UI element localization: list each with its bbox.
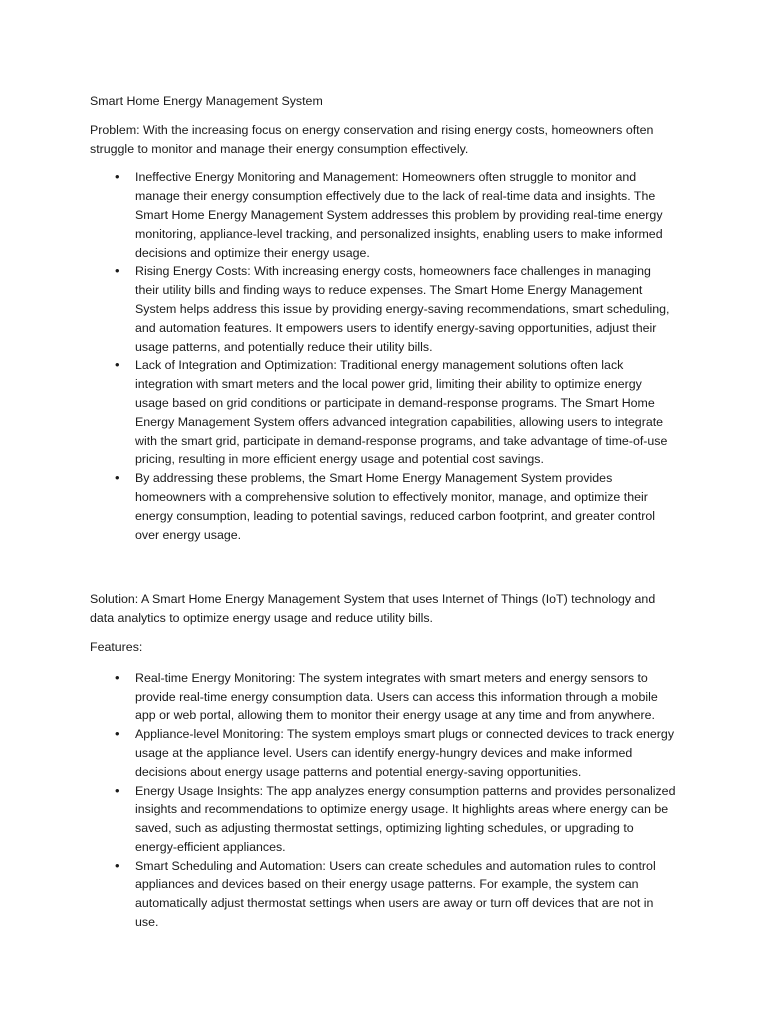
features-list xyxy=(90,669,678,932)
document-title: Smart Home Energy Management System xyxy=(90,94,323,108)
list-item: • Smart Scheduling and Automation: Users can create schedules and automation rules to control appliances and devices based on their energy usage patterns. For example, the system can automatically adjust thermostat settings when users are away or turn off devices that are not in use. xyxy=(135,857,678,932)
solution-statement: Solution: A Smart Home Energy Management System that uses Internet of Things (IoT) technology and data analytics to optimize energy usage and reduce utility bills. xyxy=(90,592,656,626)
list-item: • Ineffective Energy Monitoring and Management: Homeowners often struggle to monitor and manage their energy consumption effectively due to the lack of real-time data and insights. The Smart Home Energy Management System addresses this problem by providing real-time energy monitoring, appliance-level tracking, and personalized insights, enabling users to make informed decisions and optimize their energy usage. xyxy=(135,168,678,262)
list-item: • Lack of Integration and Optimization: Traditional energy management solutions often lack integration with smart meters and the local power grid, limiting their ability to optimize energy usage based on grid conditions or participate in demand-response programs. The Smart Home Energy Management System offers advanced integration capabilities, allowing users to integrate with the smart grid, participate in demand-response programs, and take advantage of time-of-use pricing, resulting in more efficient energy usage and potential cost savings. xyxy=(135,356,678,469)
problem-list xyxy=(90,168,678,544)
section-divider-space xyxy=(90,544,678,590)
problem-statement: Problem: With the increasing focus on energy conservation and rising energy costs, homeowners often struggle to monitor and manage their energy consumption effectively. xyxy=(90,122,654,156)
list-item: • By addressing these problems, the Smart Home Energy Management System provides homeowners with a comprehensive solution to effectively monitor, manage, and optimize their energy consumption, leading to potential savings, reduced carbon footprint, and greater control over energy usage. xyxy=(135,469,678,544)
features-heading: Features: xyxy=(90,639,143,654)
list-item: • Rising Energy Costs: With increasing energy costs, homeowners face challenges in managing their utility bills and finding ways to reduce expenses. The Smart Home Energy Management System helps address this issue by providing energy-saving recommendations, smart scheduling, and automation features. It empowers users to identify energy-saving opportunities, adjust their usage patterns, and potentially reduce their utility bills. xyxy=(135,262,678,356)
list-item: • Appliance-level Monitoring: The system employs smart plugs or connected devices to track energy usage at the appliance level. Users can identify energy-hungry devices and make informed decisions about energy usage patterns and potential energy-saving opportunities. xyxy=(135,725,678,781)
list-item: • Energy Usage Insights: The app analyzes energy consumption patterns and provides personalized insights and recommendations to optimize energy usage. It highlights areas where energy can be saved, such as adjusting thermostat settings, optimizing lighting schedules, or upgrading to energy-efficient appliances. xyxy=(135,782,678,857)
list-item: • Real-time Energy Monitoring: The system integrates with smart meters and energy sensors to provide real-time energy consumption data. Users can access this information through a mobile app or web portal, allowing them to monitor their energy usage at any time and from anywhere. xyxy=(135,669,678,725)
